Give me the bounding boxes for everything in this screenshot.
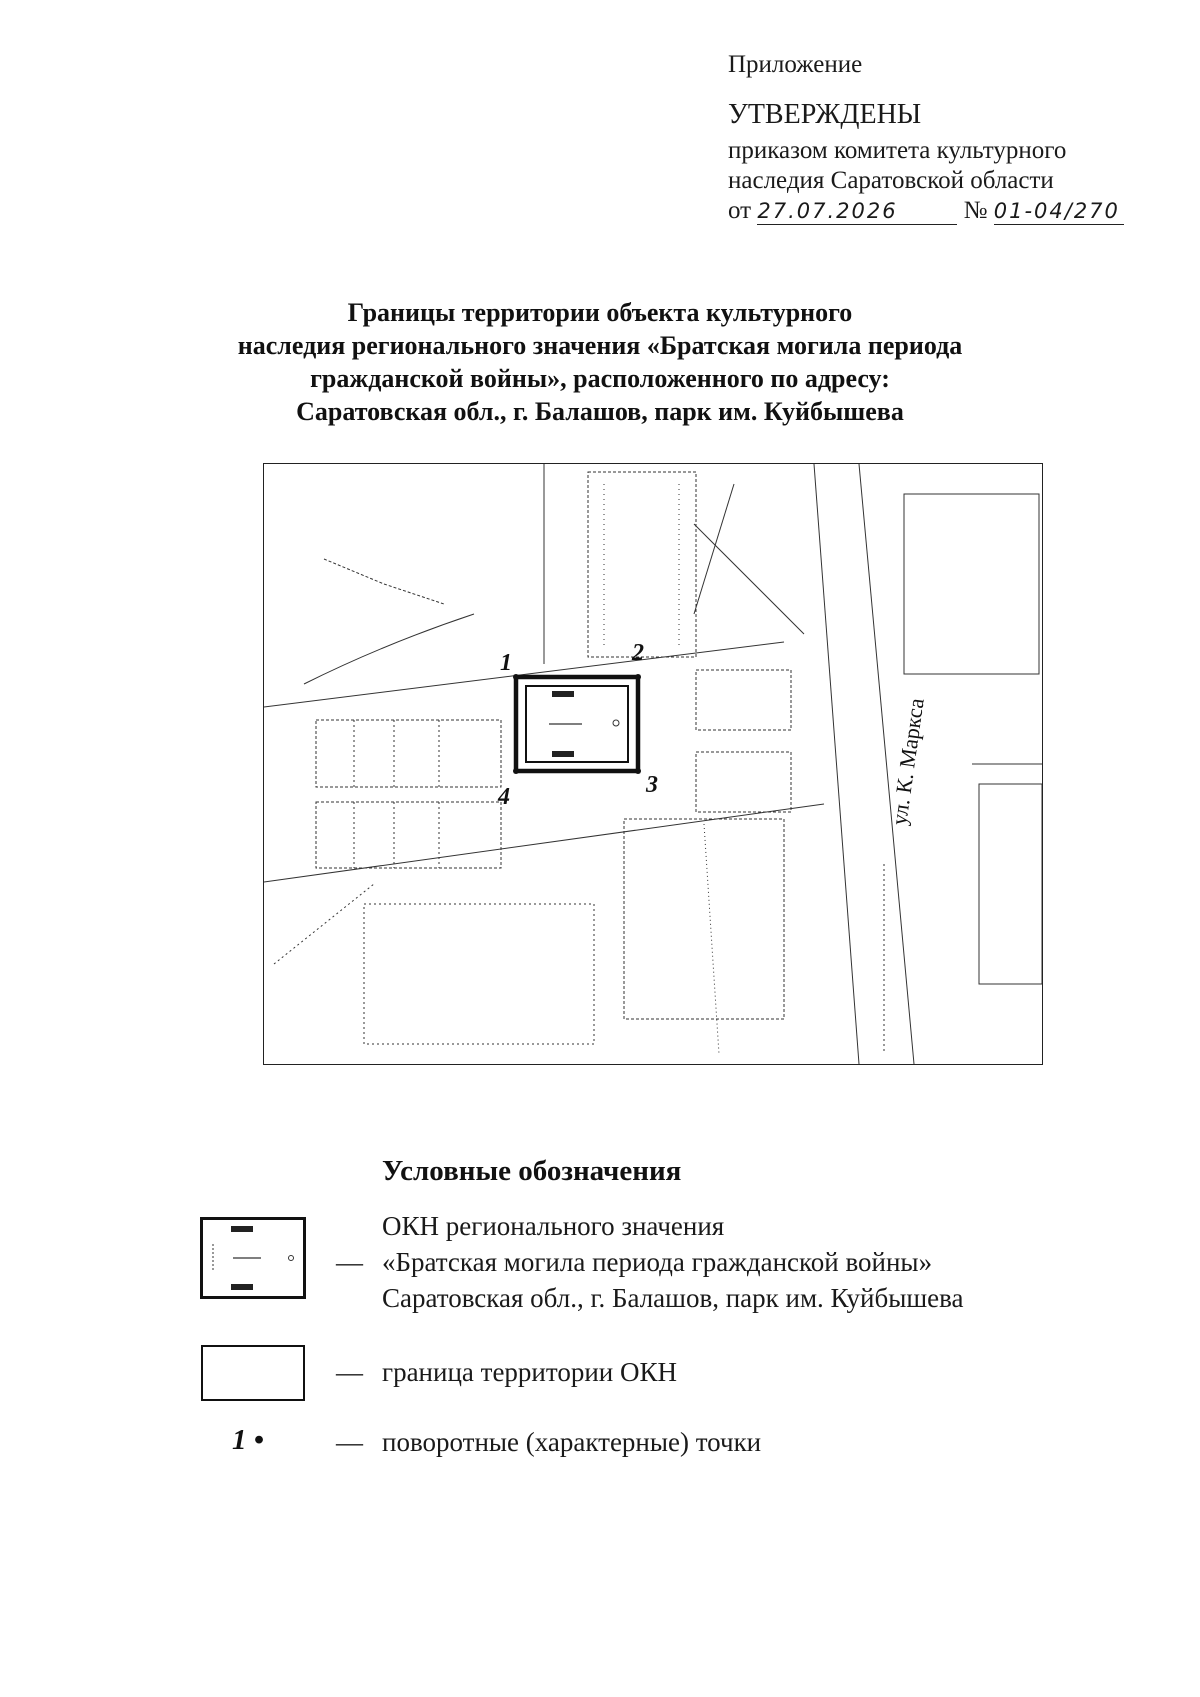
map-street-outlines <box>264 464 1042 1064</box>
legend-boundary-label: граница территории ОКН <box>382 1357 677 1387</box>
site-map-drawing <box>264 464 1042 1064</box>
number-prefix: № <box>963 197 988 224</box>
point-dot-3 <box>635 768 641 774</box>
date-prefix: от <box>728 197 752 224</box>
title-line-4: Саратовская обл., г. Балашов, парк им. Куйбышева <box>296 397 904 426</box>
point-label-2: 2 <box>632 640 644 666</box>
legend-okn-text <box>336 1208 964 1316</box>
legend-okn-line-2: «Братская могила периода гражданской войны» <box>382 1247 933 1277</box>
point-label-1: 1 <box>500 650 512 676</box>
legend-dash: — <box>336 1357 363 1387</box>
document-title <box>200 296 1000 428</box>
legend-points-row <box>336 1424 761 1460</box>
approval-date-line <box>728 196 1124 226</box>
street-label: ул. К. Маркса <box>886 696 929 827</box>
memorial-slab-bottom <box>552 751 574 757</box>
legend-okn-line-3: Саратовская обл., г. Балашов, парк им. Куйбышева <box>382 1283 964 1313</box>
title-line-3: гражданской войны», расположенного по адресу: <box>310 364 890 393</box>
memorial-slab-top <box>552 691 574 697</box>
approval-line-2: наследия Саратовской области <box>728 167 1054 194</box>
legend-boundary-symbol <box>201 1345 305 1401</box>
approval-block <box>728 50 1124 226</box>
legend-dash: — <box>336 1427 363 1457</box>
point-label-4: 4 <box>498 784 510 810</box>
handwritten-date: 27.07.2026 <box>757 198 957 225</box>
legend-title: Условные обозначения <box>382 1155 682 1187</box>
legend-boundary-row <box>336 1354 677 1390</box>
point-dot-1 <box>513 674 519 680</box>
appendix-label: Приложение <box>728 51 863 78</box>
site-map <box>263 463 1043 1065</box>
legend-okn-line-2-row <box>336 1244 964 1280</box>
legend-points-label: поворотные (характерные) точки <box>382 1427 762 1457</box>
point-dot-4 <box>513 768 519 774</box>
point-dot-2 <box>635 674 641 680</box>
point-label-3: 3 <box>646 772 658 798</box>
title-line-1: Границы территории объекта культурного <box>347 298 853 327</box>
approval-line-1: приказом комитета культурного <box>728 137 1067 164</box>
memorial-marker <box>613 720 619 726</box>
legend-okn-line-1: ОКН регионального значения <box>382 1211 725 1241</box>
legend-okn-symbol <box>200 1217 306 1299</box>
handwritten-number: 01-04/270 <box>994 198 1124 225</box>
title-line-2: наследия регионального значения «Братская могила периода <box>237 331 963 360</box>
approved-heading: УТВЕРЖДЕНЫ <box>728 99 922 130</box>
legend-point-symbol: 1 • <box>232 1424 264 1456</box>
legend-dash: — <box>336 1247 363 1277</box>
